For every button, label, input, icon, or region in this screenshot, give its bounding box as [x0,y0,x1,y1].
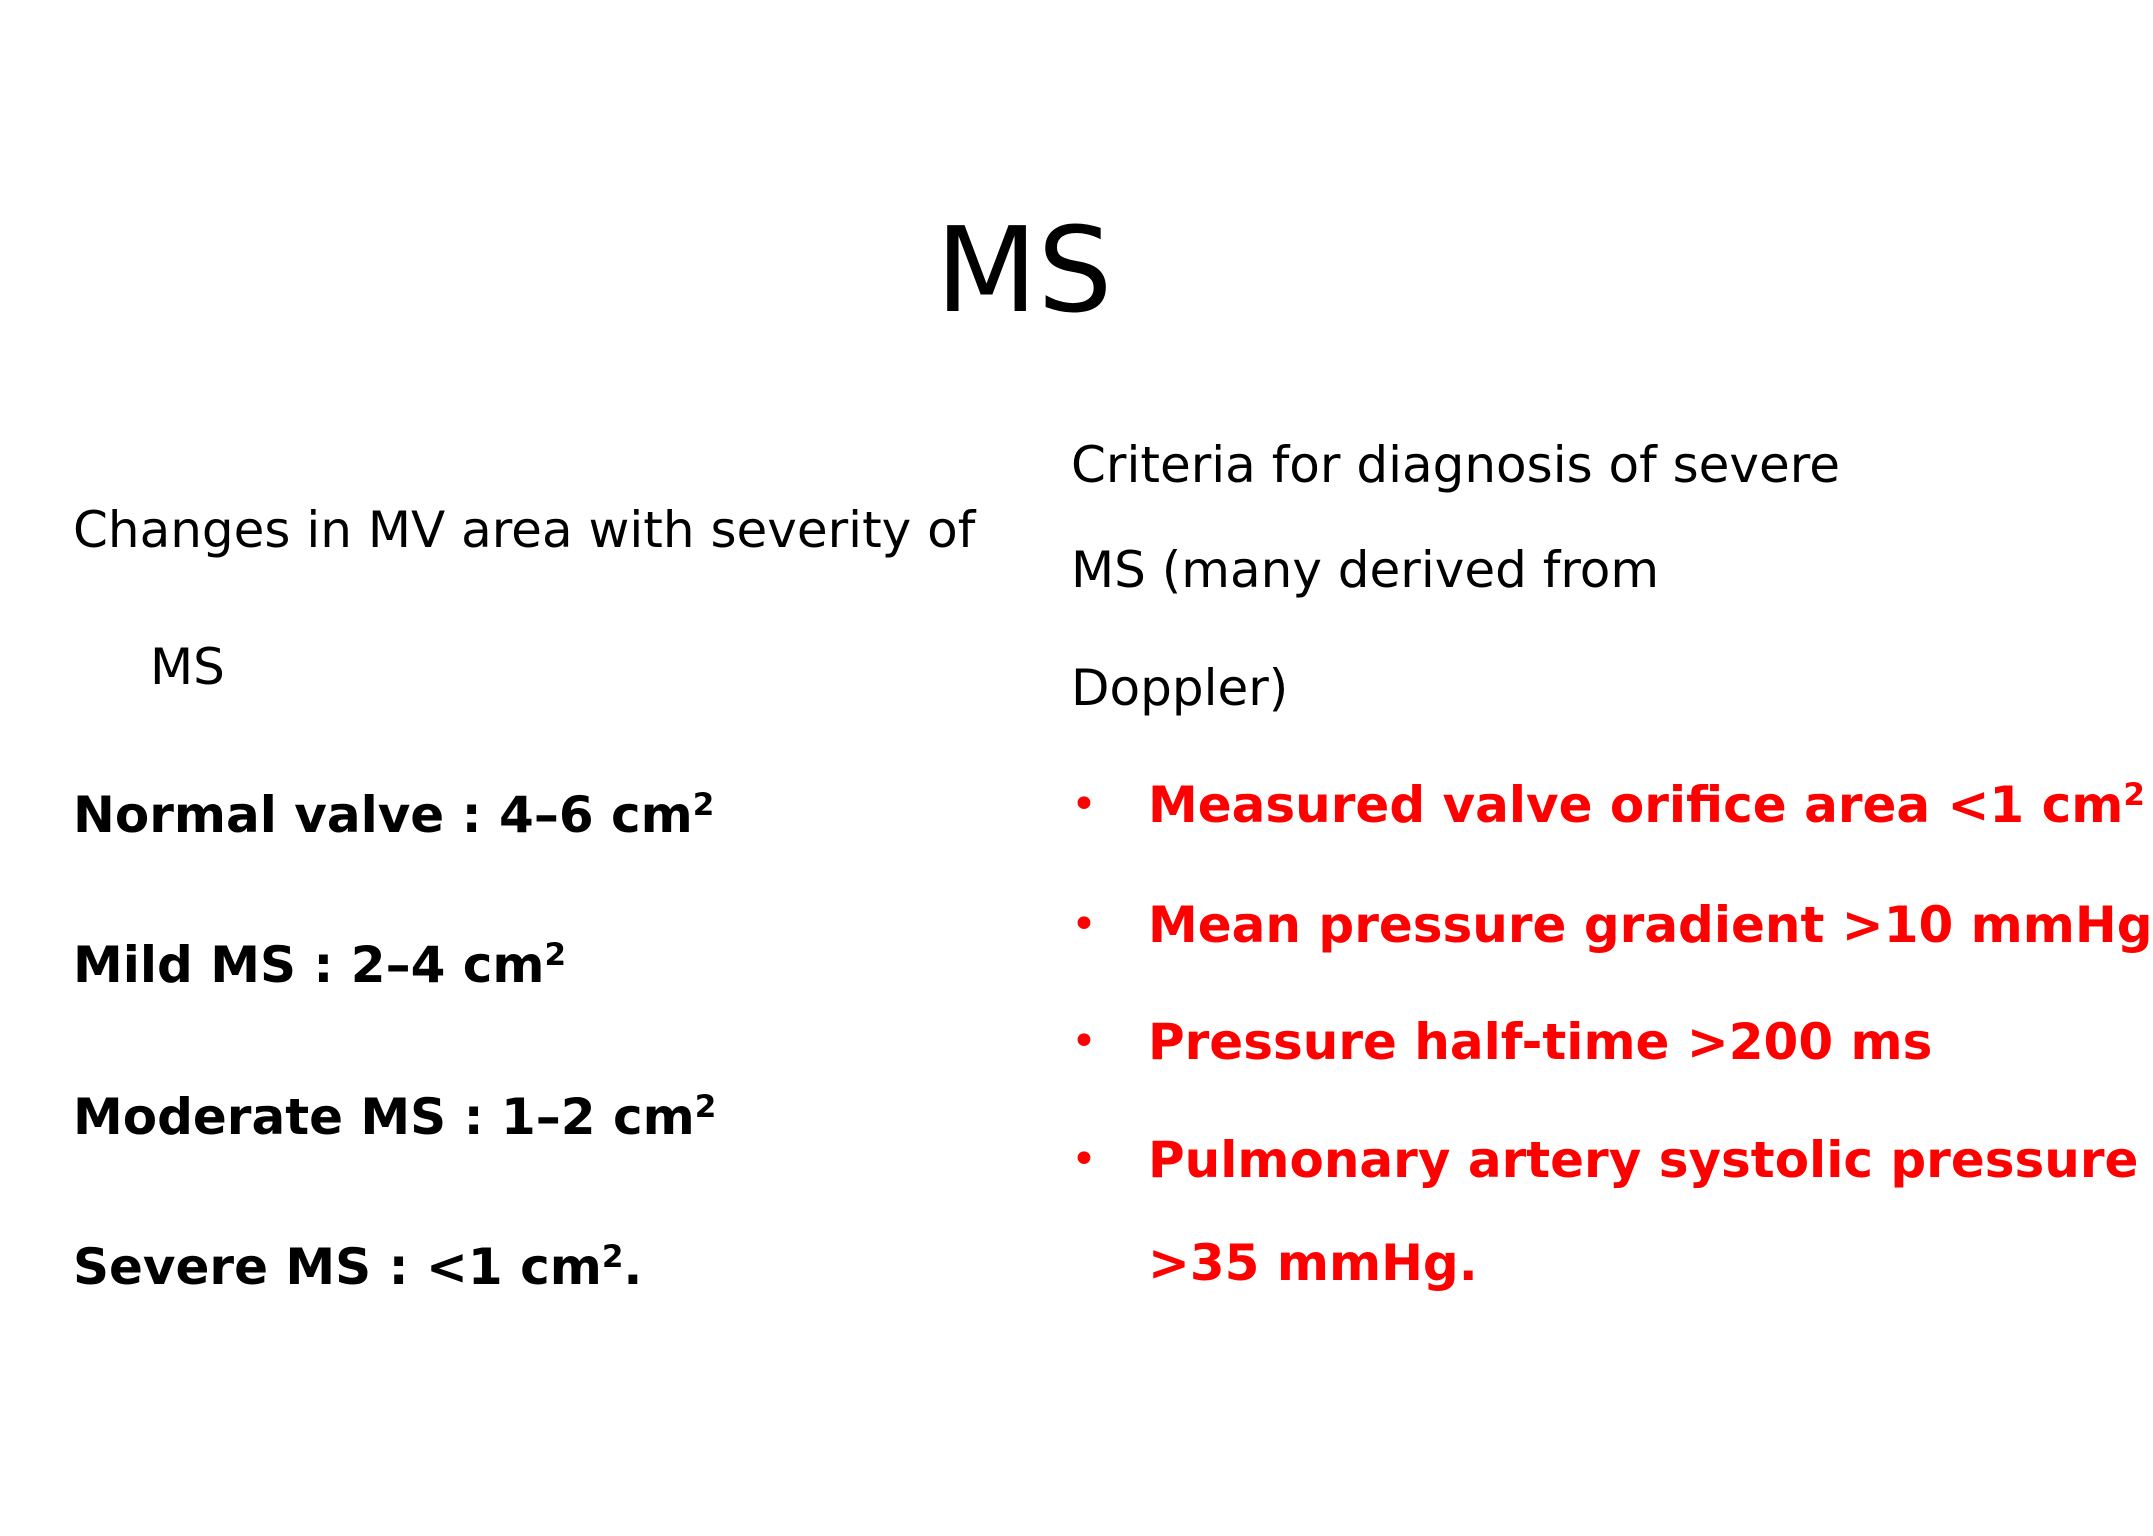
criteria-item-valve-area [1148,775,2145,835]
severity-item-severe [73,1237,642,1297]
severity-item-label: Normal valve : 4–6 cm [73,786,693,844]
severity-item-normal [73,785,714,845]
bullet-glyph: • [1071,899,1097,950]
right-intro-line-3: Doppler) [1071,659,1289,717]
right-intro-line-2: MS (many derived from [1071,541,1660,599]
superscript: 2 [2123,776,2145,813]
criteria-item-text: Measured valve orifice area <1 cm [1148,776,2124,834]
slide-title: MS [935,201,1113,339]
superscript: 2 [601,1238,624,1275]
right-intro-line-1: Criteria for diagnosis of severe [1071,436,1840,494]
left-intro-line-1: Changes in MV area with severity of [73,501,976,559]
severity-item-suffix: . [623,1238,643,1296]
criteria-item-pa-pressure: Pulmonary artery systolic pressure [1148,1131,2139,1189]
bullet-glyph: • [1071,779,1097,830]
superscript: 2 [544,936,567,973]
criteria-item-pa-pressure-continuation: >35 mmHg. [1148,1234,1478,1292]
criteria-item-half-time: Pressure half-time >200 ms [1148,1013,1933,1071]
superscript: 2 [694,1088,717,1125]
severity-item-mild [73,935,566,995]
bullet-glyph: • [1071,1016,1097,1067]
left-intro-line-2: MS [150,638,225,696]
severity-item-moderate [73,1087,716,1147]
superscript: 2 [692,786,715,823]
severity-item-label: Mild MS : 2–4 cm [73,936,545,994]
severity-item-label: Severe MS : <1 cm [73,1238,602,1296]
severity-item-label: Moderate MS : 1–2 cm [73,1088,695,1146]
criteria-item-pressure-gradient: Mean pressure gradient >10 mmHg [1148,896,2153,954]
bullet-glyph: • [1071,1134,1097,1185]
